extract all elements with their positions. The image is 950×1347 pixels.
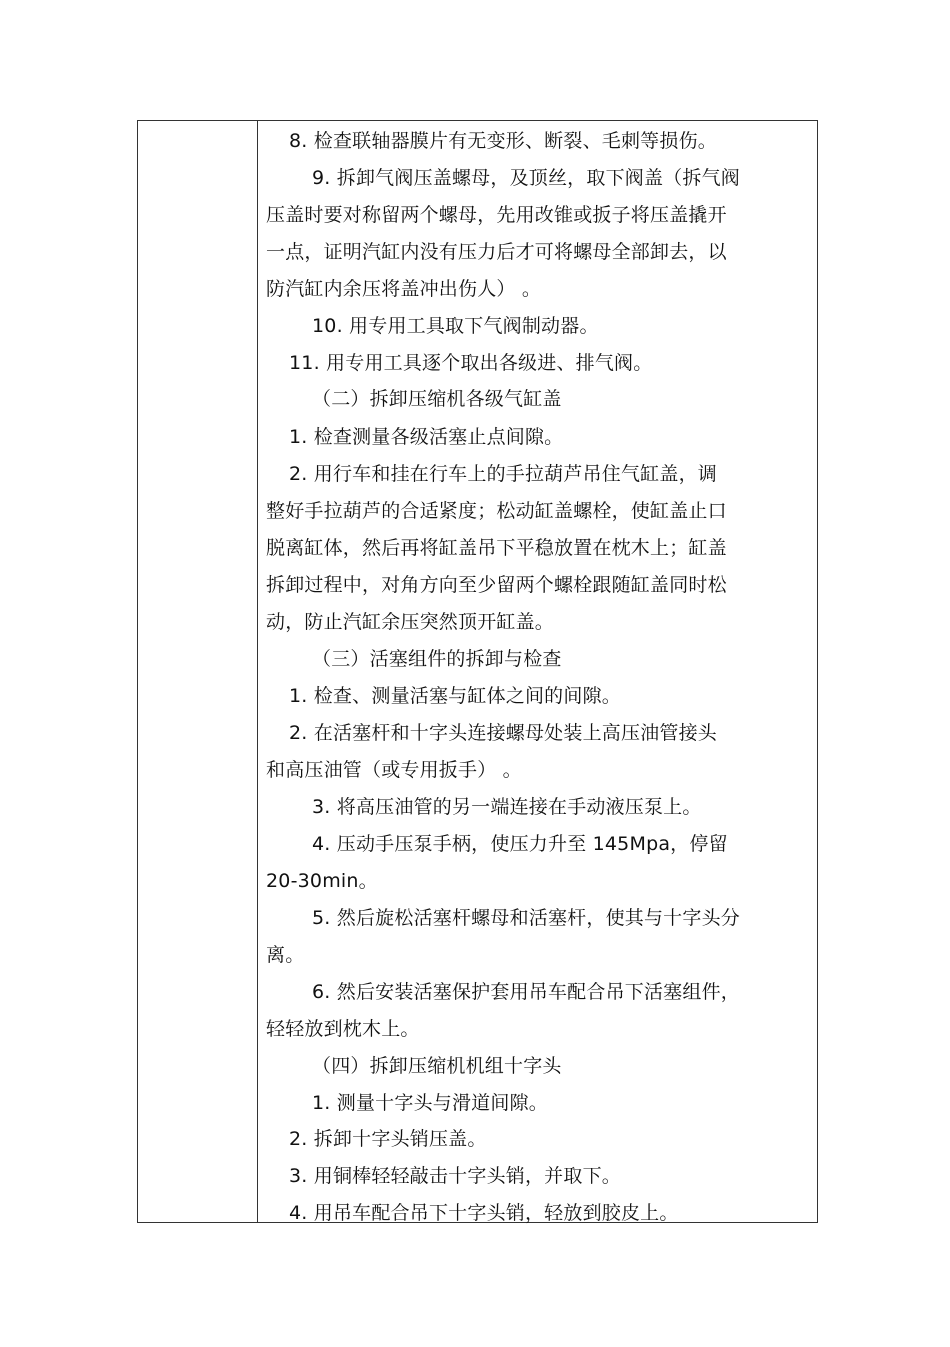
text-line: 1. 测量十字头与滑道间隙。 [312,1092,548,1114]
text-line: 2. 用行车和挂在行车上的手拉葫芦吊住气缸盖，调 [289,463,717,485]
text-line: 2. 拆卸十字头销压盖。 [289,1128,487,1150]
text-line: 防汽缸内余压将盖冲出伤人） 。 [266,278,542,300]
text-line: 11. 用专用工具逐个取出各级进、排气阀。 [289,352,653,374]
text-line: 拆卸过程中，对角方向至少留两个螺栓跟随缸盖同时松 [266,574,727,596]
text-line: 6. 然后安装活塞保护套用吊车配合吊下活塞组件， [312,981,740,1003]
text-line: （二）拆卸压缩机各级气缸盖 [312,388,562,410]
text-line: 动，防止汽缸余压突然顶开缸盖。 [266,611,555,633]
text-line: 3. 用铜棒轻轻敲击十字头销，并取下。 [289,1165,621,1187]
text-line: 整好手拉葫芦的合适紧度；松动缸盖螺栓，使缸盖止口 [266,500,727,522]
text-line: 5. 然后旋松活塞杆螺母和活塞杆，使其与十字头分 [312,907,740,929]
text-line: 4. 用吊车配合吊下十字头销，轻放到胶皮上。 [289,1202,679,1224]
text-line: 一点，证明汽缸内没有压力后才可将螺母全部卸去，以 [266,241,727,263]
text-line: （三）活塞组件的拆卸与检查 [312,648,562,670]
document-table [137,120,818,1223]
text-line: 3. 将高压油管的另一端连接在手动液压泵上。 [312,796,702,818]
text-line: 20-30min。 [266,870,378,892]
text-line: 10. 用专用工具取下气阀制动器。 [312,315,599,337]
text-line: 压盖时要对称留两个螺母，先用改锥或扳子将压盖撬开 [266,204,727,226]
text-line: 9. 拆卸气阀压盖螺母，及顶丝，取下阀盖（拆气阀 [312,167,740,189]
text-line: 4. 压动手压泵手柄，使压力升至 145Mpa，停留 [312,833,728,855]
text-line: 2. 在活塞杆和十字头连接螺母处装上高压油管接头 [289,722,717,744]
text-line: 脱离缸体，然后再将缸盖吊下平稳放置在枕木上；缸盖 [266,537,727,559]
text-line: 8. 检查联轴器膜片有无变形、断裂、毛刺等损伤。 [289,130,717,152]
text-line: 和高压油管（或专用扳手） 。 [266,759,522,781]
text-line: （四）拆卸压缩机机组十字头 [312,1055,562,1077]
text-line: 1. 检查、测量活塞与缸体之间的间隙。 [289,685,621,707]
text-line: 轻轻放到枕木上。 [266,1018,420,1040]
text-line: 1. 检查测量各级活塞止点间隙。 [289,426,564,448]
text-line: 离。 [266,944,305,966]
table-left-column [138,121,258,1222]
